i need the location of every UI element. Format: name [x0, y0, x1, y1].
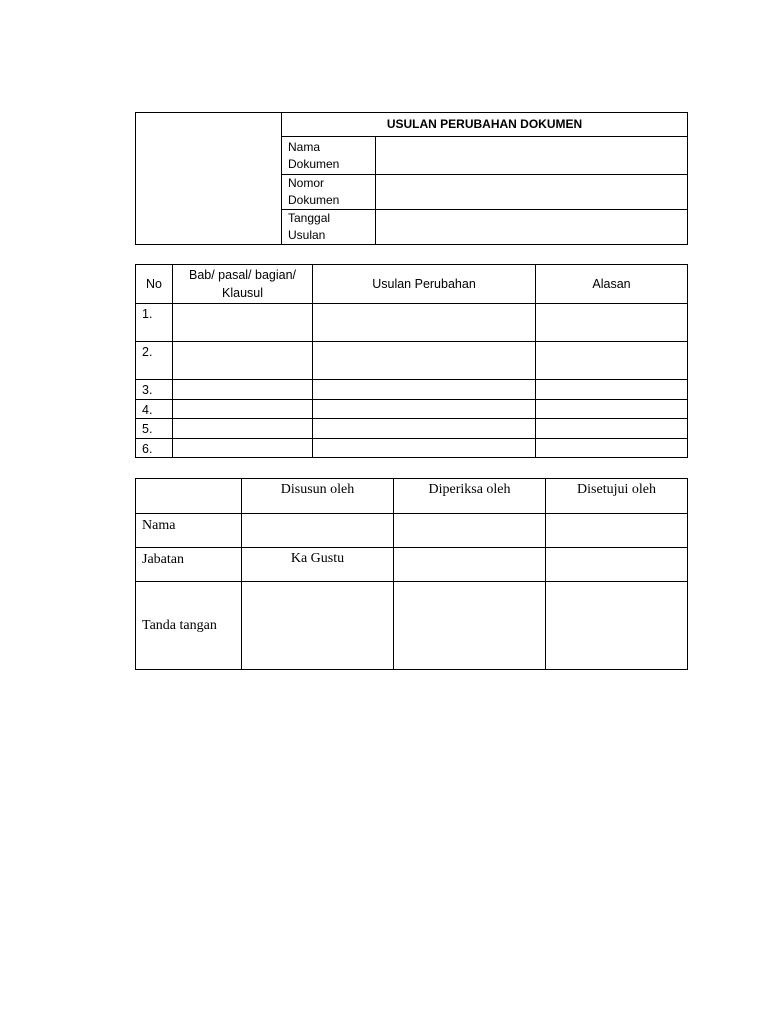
section-cell[interactable] — [173, 419, 313, 439]
proposal-cell[interactable] — [313, 400, 536, 419]
checked-signature-cell[interactable] — [394, 582, 546, 670]
row-number: 6. — [136, 439, 173, 458]
proposal-cell[interactable] — [313, 342, 536, 380]
reason-cell[interactable] — [536, 304, 688, 342]
approval-corner-cell — [136, 479, 242, 514]
document-name-label-line1: Nama — [288, 140, 321, 154]
proposal-date-label-line2: Usulan — [288, 228, 326, 242]
document-number-label-line2: Dokumen — [288, 193, 340, 207]
reason-cell[interactable] — [536, 380, 688, 400]
row-label-signature: Tanda tangan — [136, 582, 242, 670]
column-header-section-line2: Klausul — [222, 286, 263, 300]
proposal-cell[interactable] — [313, 304, 536, 342]
column-header-approved-by: Disetujui oleh — [546, 479, 688, 514]
document-name-value[interactable] — [376, 137, 688, 175]
section-cell[interactable] — [173, 342, 313, 380]
proposal-cell[interactable] — [313, 380, 536, 400]
row-label-name: Nama — [136, 514, 242, 548]
prepared-position-cell[interactable]: Ka Gustu — [242, 548, 394, 582]
row-label-position: Jabatan — [136, 548, 242, 582]
row-number: 4. — [136, 400, 173, 419]
column-header-section-line1: Bab/ pasal/ bagian/ — [188, 268, 297, 282]
approved-position-cell[interactable] — [546, 548, 688, 582]
section-cell[interactable] — [173, 400, 313, 419]
proposal-date-label — [282, 210, 376, 245]
approved-name-cell[interactable] — [546, 514, 688, 548]
proposal-cell[interactable] — [313, 439, 536, 458]
column-header-section — [173, 265, 313, 304]
prepared-signature-cell[interactable] — [242, 582, 394, 670]
section-cell[interactable] — [173, 380, 313, 400]
section-cell[interactable] — [173, 304, 313, 342]
column-header-prepared-by: Disusun oleh — [242, 479, 394, 514]
document-name-label-line2: Dokumen — [288, 157, 340, 171]
reason-cell[interactable] — [536, 400, 688, 419]
document-number-label — [282, 175, 376, 210]
document-number-value[interactable] — [376, 175, 688, 210]
checked-name-cell[interactable] — [394, 514, 546, 548]
column-header-checked-by: Diperiksa oleh — [394, 479, 546, 514]
proposal-date-value[interactable] — [376, 210, 688, 245]
prepared-name-cell[interactable] — [242, 514, 394, 548]
approval-table — [135, 478, 688, 670]
row-number: 3. — [136, 380, 173, 400]
row-number: 5. — [136, 419, 173, 439]
checked-position-cell[interactable] — [394, 548, 546, 582]
section-cell[interactable] — [173, 439, 313, 458]
reason-cell[interactable] — [536, 342, 688, 380]
document-header-table — [135, 112, 688, 245]
document-number-label-line1: Nomor — [288, 176, 325, 190]
column-header-proposal: Usulan Perubahan — [313, 265, 536, 304]
proposal-cell[interactable] — [313, 419, 536, 439]
approved-signature-cell[interactable] — [546, 582, 688, 670]
reason-cell[interactable] — [536, 419, 688, 439]
column-header-no: No — [136, 265, 173, 304]
document-name-label — [282, 137, 376, 175]
changes-table — [135, 264, 688, 458]
reason-cell[interactable] — [536, 439, 688, 458]
form-title: USULAN PERUBAHAN DOKUMEN — [282, 113, 688, 137]
column-header-reason: Alasan — [536, 265, 688, 304]
row-number: 2. — [136, 342, 173, 380]
logo-cell — [136, 113, 282, 245]
proposal-date-label-line1: Tanggal — [288, 211, 331, 225]
row-number: 1. — [136, 304, 173, 342]
